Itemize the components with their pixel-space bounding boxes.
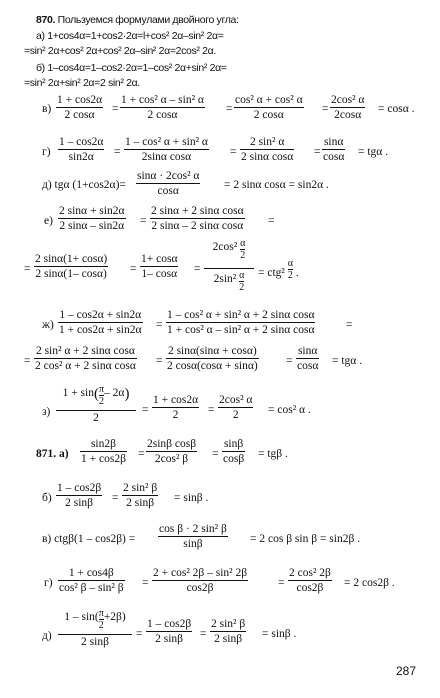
label-v: в) [42, 103, 52, 115]
inner-fraction [240, 238, 245, 261]
numerator: 1 – cos2β [57, 482, 102, 494]
equals-sign: = [112, 492, 119, 504]
fraction [34, 253, 108, 280]
numerator: cos² α + cos² α [235, 94, 303, 106]
fraction [58, 309, 143, 336]
result: = 2 sinα cosα = sin2α . [224, 179, 329, 191]
denominator: 2sinα cosα [124, 149, 209, 163]
result: = 2 cos2β . [344, 577, 395, 589]
equals-sign: = [112, 103, 119, 115]
pi-numerator: π [98, 384, 105, 395]
denominator: 2 cosα [56, 107, 103, 121]
denominator: 2cos² β [146, 451, 197, 465]
numerator: 2 sin² α + 2 sinα cosα [35, 345, 135, 357]
equals-sign: = [142, 577, 149, 589]
numerator: 1 – cos² α + sin² α + 2 sinα cosα [167, 309, 315, 321]
numerator: sinβ [223, 438, 244, 450]
result: = cos² α . [268, 404, 311, 416]
denominator: 2 sinα – 2 sinα cosα [151, 220, 244, 232]
d-denominator: 2 sinβ [81, 636, 109, 648]
inner-denominator: 2 [240, 250, 246, 261]
ctg-result [258, 258, 299, 281]
left-paren: ( [93, 386, 99, 403]
numerator: 2 sinα(1+ cosα) [35, 253, 108, 265]
numerator: 1 – cos2β [147, 618, 192, 630]
inner-numerator: α [239, 270, 245, 281]
header-text: Пользуемся формулами двойного угла: [57, 14, 239, 26]
denominator: 2 sinβ [56, 495, 102, 509]
numerator: 2 sin² β [123, 482, 158, 494]
d-numerator [58, 608, 132, 631]
equals-sign: = [156, 355, 163, 367]
z-denominator: 2 [93, 412, 99, 424]
fraction [152, 394, 199, 421]
fraction-bar [58, 634, 132, 635]
denominator: 2 sinα cosα [241, 151, 294, 163]
numerator: 2 cos² 2β [289, 567, 331, 579]
result: = 2 cos β sin β = sin2β . [250, 533, 361, 545]
numerator-suffix: +2β) [103, 611, 126, 624]
label-d: д) tgα (1+cos2α)= [42, 179, 126, 191]
equals-sign: = [194, 263, 201, 275]
denominator: 2 cos² α + 2 sinα cosα [35, 360, 136, 372]
denominator: cos² β – sin² β [59, 582, 124, 594]
equals-sign: = [286, 355, 293, 367]
numerator: 1 + cos4β [68, 567, 114, 579]
line-b1: б) 1–cos4α=1–cos2·2α=1–cos² 2α+sin² 2α= [36, 62, 227, 74]
problem-870-header [36, 14, 239, 26]
denominator: sin2α [58, 149, 104, 163]
pi-numerator: π [98, 608, 104, 619]
numerator-prefix: 1 – sin( [64, 611, 99, 624]
result: = sinβ . [262, 628, 297, 640]
problem-number: 870. [36, 14, 56, 26]
period: . [295, 267, 299, 280]
numerator: 2 sinα + 2 sinα cosα [151, 205, 244, 217]
fraction [150, 205, 245, 232]
fraction-bar [56, 410, 136, 411]
fraction [146, 438, 197, 465]
result: = sinβ . [174, 492, 209, 504]
equals-sign: = [156, 319, 163, 331]
numerator: 2cos² α [219, 394, 253, 406]
numerator: 1 – cos2α [59, 136, 104, 148]
fraction [218, 394, 253, 421]
inner-fraction [288, 258, 293, 281]
fraction [152, 567, 248, 594]
denominator: 1 + cos² α – sin² α + 2 sinα cosα [167, 324, 315, 336]
equals-sign: = [24, 355, 31, 367]
complex-numerator [204, 238, 254, 261]
fraction [136, 170, 200, 197]
denominator: 1– cosα [141, 268, 178, 280]
fraction [330, 94, 365, 121]
label-e: е) [44, 215, 53, 227]
denominator: 2 sinα – sin2α [59, 220, 125, 232]
label-871v: в) ctgβ(1 – cos2β) = [42, 533, 136, 545]
pi-denominator: 2 [99, 396, 104, 407]
numerator: 2 + cos² 2β – sin² 2β [153, 567, 248, 579]
equals-sign: = [226, 103, 233, 115]
inner-numerator: α [287, 258, 293, 269]
numerator-prefix: 2cos² [212, 241, 238, 254]
label-871g: г) [44, 577, 53, 589]
numerator: 1 + cos² α – sin² α [121, 94, 204, 106]
denominator: cosα [323, 151, 345, 163]
equals-sign: = [114, 146, 121, 158]
fraction [296, 345, 319, 372]
right-paren: ) [124, 386, 130, 403]
inner-fraction [239, 270, 244, 293]
fraction [34, 345, 137, 372]
denominator: 2 cosα [234, 107, 304, 121]
denominator: 1 + cos2α + sin2α [59, 324, 142, 336]
denominator: cosα [297, 360, 319, 372]
numerator: 2 sinα + sin2α [59, 205, 125, 217]
result: = tgα . [332, 355, 363, 367]
equals-sign: = [136, 628, 143, 640]
equals-sign: = [200, 628, 207, 640]
label-871d: д) [42, 630, 52, 642]
fraction [158, 523, 228, 550]
numerator: 2 sinα(sinα + cosα) [167, 345, 257, 357]
complex-denominator [204, 270, 254, 293]
fraction [120, 94, 205, 121]
numerator: 1 + cos2α [57, 94, 103, 106]
equals-sign: = [208, 404, 215, 416]
equals-sign: = [212, 448, 219, 460]
z-numerator [56, 384, 136, 407]
equals-sign: = [138, 448, 145, 460]
denominator: 2 [152, 407, 199, 421]
denominator: 2cosα [330, 107, 365, 121]
equals-sign: = [346, 319, 353, 331]
fraction [80, 438, 127, 465]
denominator: 2 [218, 407, 253, 421]
numerator: 2 sin² β [211, 618, 246, 630]
result: = cosα . [378, 103, 415, 115]
denominator: cos2β [288, 580, 332, 594]
inner-numerator: α [240, 238, 246, 249]
fraction [124, 136, 209, 163]
result-prefix: = ctg² [258, 267, 285, 280]
denominator: 2 cosα(cosα + sinα) [167, 360, 258, 372]
denominator: cosα [136, 183, 200, 197]
equals-sign: = [278, 577, 285, 589]
fraction [166, 345, 259, 372]
fraction [56, 94, 103, 121]
numerator: 2sinβ cosβ [147, 438, 197, 450]
fraction [240, 136, 294, 163]
line-b2: =sin² 2α+sin² 2α=2 sin² 2α. [24, 77, 140, 89]
numerator: cos β · 2 sin² β [159, 523, 227, 535]
fraction [58, 205, 126, 232]
denominator: sinβ [158, 536, 228, 550]
fraction [146, 618, 192, 645]
label-z: з) [42, 406, 51, 418]
equals-sign: = [130, 263, 137, 275]
fraction [140, 253, 178, 280]
inner-denominator: 2 [239, 282, 245, 293]
fraction-bar [204, 268, 254, 269]
denominator: cosβ [223, 453, 245, 465]
label-871b: б) [42, 492, 52, 504]
denominator-prefix: 2sin² [213, 273, 237, 286]
numerator: sinα · 2cos² α [137, 170, 200, 182]
fraction [288, 567, 332, 594]
equals-sign: = [322, 103, 329, 115]
numerator-prefix: 1 + sin [62, 387, 94, 400]
numerator: 2 sin² α [249, 136, 285, 148]
numerator: 2cos² α [331, 94, 365, 106]
pi-denominator: 2 [98, 620, 104, 631]
numerator: sinα [297, 345, 318, 357]
fraction [122, 482, 158, 509]
label-zh: ж) [42, 319, 54, 331]
inner-denominator: 2 [287, 270, 293, 281]
fraction [210, 618, 246, 645]
fraction [56, 482, 102, 509]
numerator: 1 – cos² α + sin² α [125, 136, 208, 148]
denominator: 2 sinβ [210, 631, 246, 645]
fraction [58, 567, 125, 594]
equals-sign: = [24, 263, 31, 275]
equals-sign: = [140, 215, 147, 227]
numerator: 1 + cos2α [153, 394, 199, 406]
denominator: 2 sinα(1– cosα) [35, 268, 107, 280]
fraction [234, 94, 304, 121]
fraction [166, 309, 315, 336]
fraction [222, 438, 245, 465]
label-871a: 871. а) [36, 448, 69, 460]
line-a1: а) 1+cos4α=1+cos2·2α=l+cos² 2α–sin² 2α= [36, 30, 224, 42]
page-number: 287 [395, 664, 416, 678]
denominator: 2 sinβ [146, 631, 192, 645]
equals-sign: = [142, 404, 149, 416]
denominator: 1 + cos2β [81, 453, 126, 465]
fraction [322, 136, 345, 163]
label-g: г) [42, 146, 51, 158]
fraction [58, 136, 104, 163]
result: = tgβ . [258, 448, 288, 460]
numerator: sinα [323, 136, 344, 148]
equals-sign: = [230, 146, 237, 158]
line-a2: =sin² 2α+cos² 2α+cos² 2α–sin² 2α=2cos² 2α. [24, 45, 216, 57]
numerator-suffix: – 2α [104, 387, 125, 400]
numerator: 1 – cos2α + sin2α [59, 309, 142, 321]
numerator: 1+ cosα [141, 253, 178, 265]
equals-sign: = [268, 215, 275, 227]
denominator: 2 sinβ [122, 495, 158, 509]
denominator: cos2β [152, 580, 248, 594]
result: = tgα . [358, 146, 389, 158]
numerator: sin2β [90, 438, 116, 450]
equals-sign: = [314, 146, 321, 158]
denominator: 2 cosα [120, 107, 205, 121]
